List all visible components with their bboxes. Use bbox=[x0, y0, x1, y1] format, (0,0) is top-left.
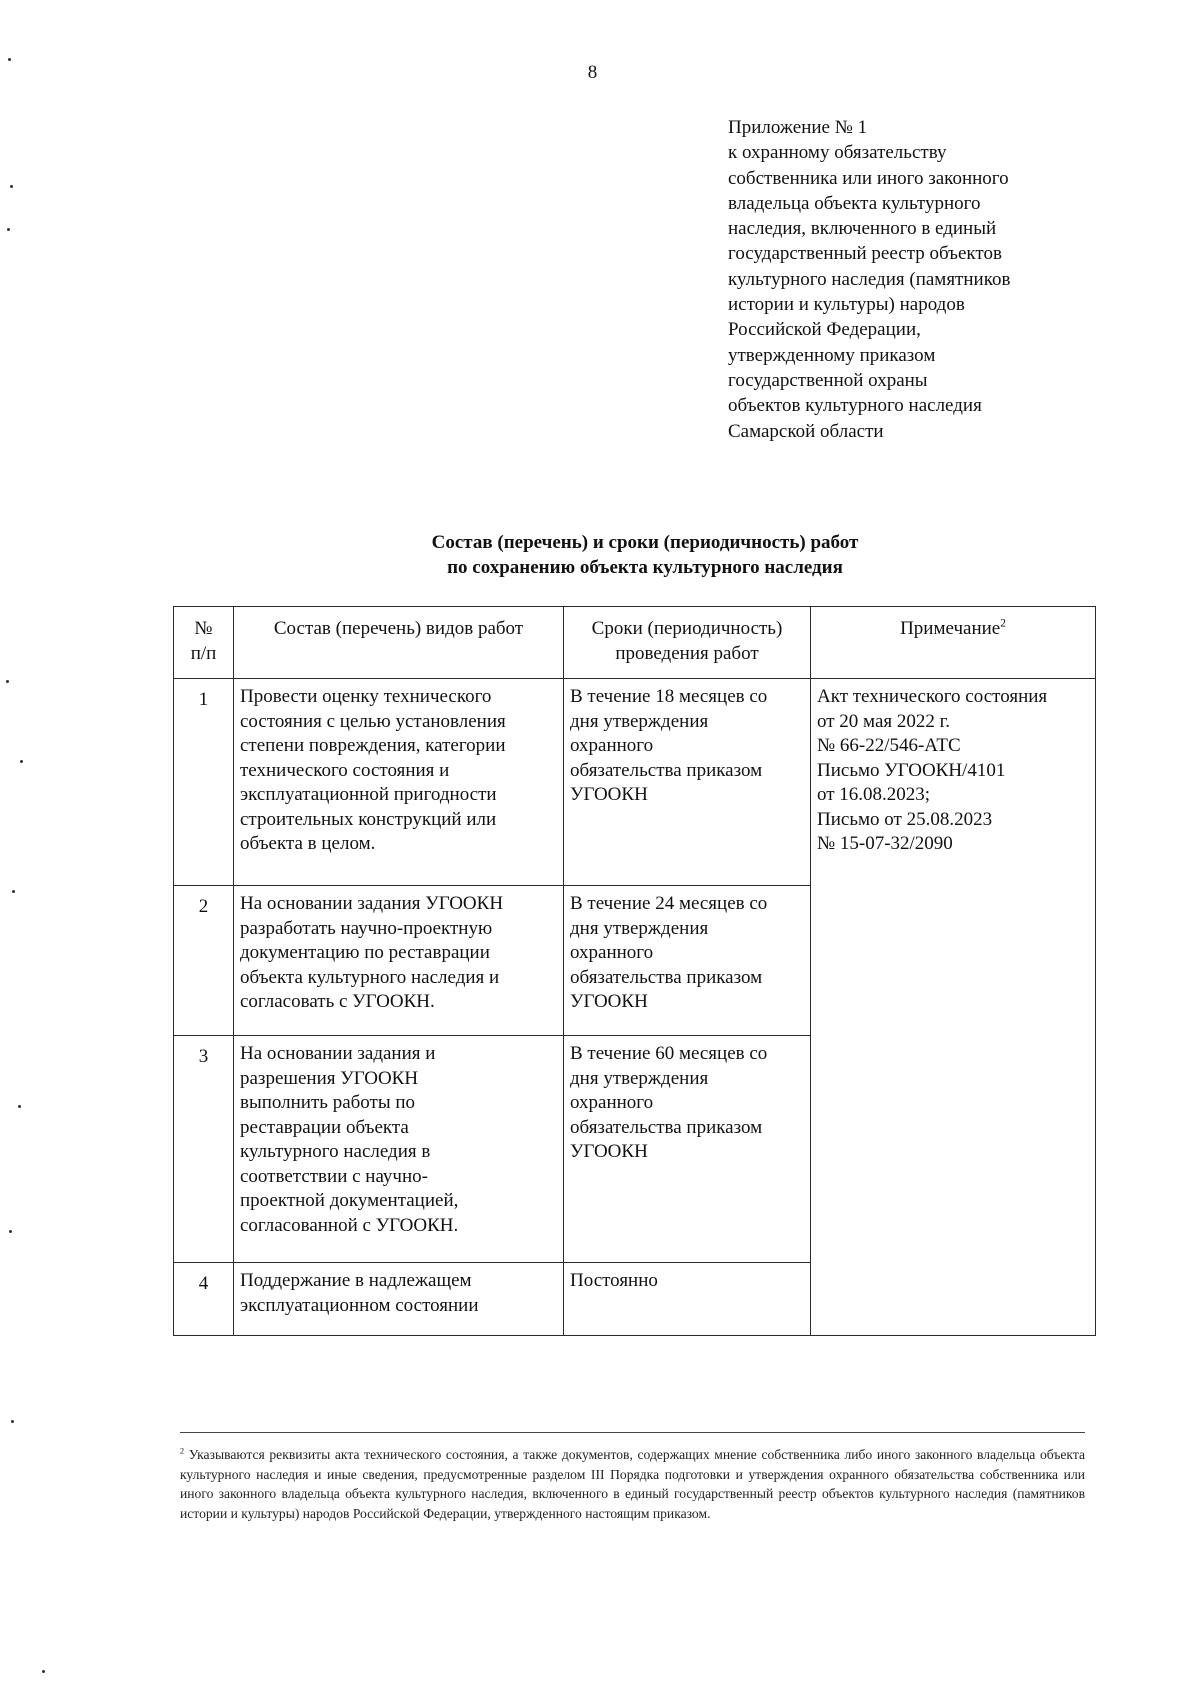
row-composition bbox=[234, 679, 564, 886]
cell-line: Поддержание в надлежащем bbox=[240, 1270, 472, 1291]
scan-speck bbox=[9, 1230, 12, 1233]
cell-line: УГООКН bbox=[570, 991, 648, 1012]
header-text: Сроки (периодичность) bbox=[591, 618, 783, 639]
footnote-divider bbox=[180, 1432, 1085, 1433]
cell-line: технического состояния и bbox=[240, 759, 450, 781]
header-text: Примечание bbox=[900, 618, 1001, 639]
note-line: № 15-07-32/2090 bbox=[817, 833, 953, 854]
appendix-line: государственный реестр объектов bbox=[728, 243, 1002, 265]
cell-line: УГООКН bbox=[570, 784, 648, 805]
cell-line: охранного bbox=[570, 942, 654, 963]
cell-line: степени повреждения, категории bbox=[240, 735, 506, 756]
cell-line: эксплуатационном состоянии bbox=[240, 1294, 479, 1316]
scan-speck bbox=[11, 1420, 14, 1423]
cell-line: дня утверждения bbox=[570, 1067, 709, 1089]
cell-line: дня утверждения bbox=[570, 917, 709, 939]
scan-speck bbox=[6, 680, 9, 683]
appendix-line: государственной охраны bbox=[728, 369, 928, 391]
cell-line: разрешения УГООКН bbox=[240, 1067, 419, 1089]
cell-line: эксплуатационной пригодности bbox=[240, 784, 497, 805]
scan-speck bbox=[8, 58, 11, 61]
footnote-marker: 2 bbox=[180, 1446, 185, 1456]
cell-line: Постоянно bbox=[570, 1270, 658, 1291]
appendix-line: владельца объекта культурного bbox=[728, 192, 981, 214]
header-text: проведения работ bbox=[615, 642, 759, 664]
cell-line: объекта в целом. bbox=[240, 833, 376, 854]
header-composition bbox=[234, 607, 564, 679]
scan-speck bbox=[42, 1670, 45, 1673]
row-composition bbox=[234, 886, 564, 1036]
cell-line: проектной документацией, bbox=[240, 1190, 459, 1211]
header-text: Состав (перечень) видов работ bbox=[273, 618, 524, 639]
cell-line: обязательства приказом bbox=[570, 966, 763, 988]
table-header-row bbox=[174, 607, 1096, 679]
cell-line: культурного наследия в bbox=[240, 1141, 431, 1162]
row-terms bbox=[564, 886, 811, 1036]
table-row bbox=[174, 679, 1096, 886]
cell-line: документацию по реставрации bbox=[240, 942, 490, 963]
cell-line: разработать научно-проектную bbox=[240, 917, 493, 939]
row-terms bbox=[564, 679, 811, 886]
works-table bbox=[173, 606, 1096, 1336]
row-number: 4 bbox=[174, 1263, 234, 1336]
cell-line: На основании задания и bbox=[240, 1043, 436, 1064]
note-line: от 20 мая 2022 г. bbox=[817, 710, 951, 732]
appendix-line: наследия, включенного в единый bbox=[728, 218, 997, 240]
note-line: Письмо УГООКН/4101 bbox=[817, 759, 1006, 781]
footnote-text: Указываются реквизиты акта технического состояния, а также документов, содержащих мнение собственника либо иного законного владельца объекта культурного наследия и иные сведения, предусмотренные разделом III Порядка подготовки и утверждения охранного обязательства собственника или иного законного владельца объекта культурного наследия, включенного в единый государственный реестр объектов культурного наследия (памятников истории и культуры) народов Российской Федерации, утвержденного настоящим приказом. bbox=[180, 1447, 1085, 1521]
appendix-line: утвержденному приказом bbox=[728, 344, 936, 366]
cell-line: согласованной с УГООКН. bbox=[240, 1214, 459, 1236]
appendix-line: Самарской области bbox=[728, 420, 884, 442]
header-text: п/п bbox=[190, 642, 217, 664]
cell-line: выполнить работы по bbox=[240, 1092, 416, 1113]
footnote bbox=[180, 1445, 1085, 1523]
header-note bbox=[811, 607, 1096, 679]
appendix-line: истории и культуры) народов bbox=[728, 294, 965, 316]
cell-line: охранного bbox=[570, 735, 654, 756]
row-number: 2 bbox=[174, 886, 234, 1036]
cell-line: реставрации объекта bbox=[240, 1116, 409, 1138]
note-cell bbox=[811, 679, 1096, 1336]
header-number bbox=[174, 607, 234, 679]
appendix-line: Приложение № 1 bbox=[728, 117, 868, 138]
cell-line: состояния с целью установления bbox=[240, 710, 506, 732]
cell-line: обязательства приказом bbox=[570, 1116, 763, 1138]
cell-line: В течение 60 месяцев со bbox=[570, 1043, 768, 1064]
scan-speck bbox=[12, 890, 15, 893]
cell-line: строительных конструкций или bbox=[240, 808, 497, 830]
note-line: Письмо от 25.08.2023 bbox=[817, 808, 993, 830]
appendix-line: собственника или иного законного bbox=[728, 167, 1009, 189]
row-terms bbox=[564, 1263, 811, 1336]
appendix-line: к охранному обязательству bbox=[728, 142, 947, 164]
cell-line: охранного bbox=[570, 1092, 654, 1113]
cell-line: В течение 24 месяцев со bbox=[570, 893, 768, 914]
note-line: Акт технического состояния bbox=[817, 686, 1048, 707]
appendix-line: культурного наследия (памятников bbox=[728, 268, 1011, 290]
title-line: Состав (перечень) и сроки (периодичность) работ bbox=[431, 532, 859, 553]
row-number: 3 bbox=[174, 1036, 234, 1263]
row-composition bbox=[234, 1036, 564, 1263]
appendix-line: Российской Федерации, bbox=[728, 319, 921, 341]
cell-line: Провести оценку технического bbox=[240, 686, 492, 707]
row-number: 1 bbox=[174, 679, 234, 886]
cell-line: согласовать с УГООКН. bbox=[240, 991, 435, 1012]
cell-line: УГООКН bbox=[570, 1141, 648, 1162]
note-line: от 16.08.2023; bbox=[817, 784, 931, 805]
cell-line: В течение 18 месяцев со bbox=[570, 686, 768, 707]
appendix-header bbox=[728, 115, 1088, 444]
header-terms bbox=[564, 607, 811, 679]
row-terms bbox=[564, 1036, 811, 1263]
row-composition bbox=[234, 1263, 564, 1336]
scan-speck bbox=[7, 228, 10, 231]
title-line: по сохранению объекта культурного наследия bbox=[447, 557, 843, 578]
cell-line: объекта культурного наследия и bbox=[240, 966, 500, 988]
scan-speck bbox=[20, 760, 23, 763]
cell-line: На основании задания УГООКН bbox=[240, 893, 504, 914]
document-title bbox=[0, 530, 1200, 580]
note-line: № 66-22/546-АТС bbox=[817, 735, 961, 756]
footnote-ref: 2 bbox=[1000, 617, 1006, 630]
header-text: № bbox=[194, 618, 213, 639]
scan-speck bbox=[18, 1105, 21, 1108]
page-number: 8 bbox=[587, 62, 598, 83]
cell-line: обязательства приказом bbox=[570, 759, 763, 781]
cell-line: соответствии с научно- bbox=[240, 1165, 428, 1187]
cell-line: дня утверждения bbox=[570, 710, 709, 732]
scan-speck bbox=[10, 185, 13, 188]
appendix-line: объектов культурного наследия bbox=[728, 395, 982, 417]
